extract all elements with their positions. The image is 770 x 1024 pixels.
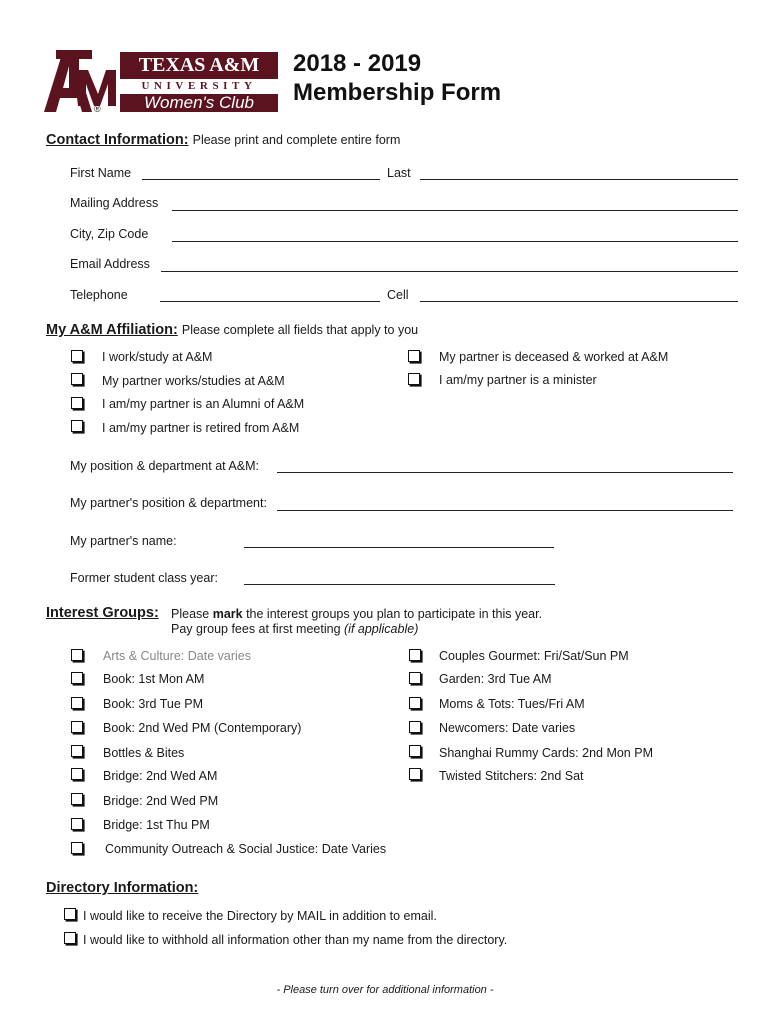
footer-note: - Please turn over for additional information - (276, 984, 494, 996)
affiliation-subtitle: Please complete all fields that apply to you (181, 323, 419, 337)
position-label: My position & department at A&M: (70, 459, 259, 473)
interest-group: Moms & Tots: Tues/Fri AM (439, 697, 585, 711)
directory-checkbox[interactable] (64, 932, 76, 944)
interest-checkbox[interactable] (71, 793, 83, 805)
affiliation-checkbox[interactable] (71, 373, 83, 385)
partner-name-label: My partner's name: (70, 534, 177, 548)
contact-subtitle: Please print and complete entire form (192, 133, 401, 147)
interest-fees-note: (if applicable) (344, 622, 419, 636)
interest-checkbox[interactable] (71, 745, 83, 757)
form-year: 2018 - 2019 (293, 50, 422, 77)
cell-label: Cell (387, 288, 409, 302)
directory-heading-text: Directory Information: (46, 880, 199, 896)
interest-checkbox[interactable] (71, 697, 83, 709)
partner-position-field[interactable] (277, 510, 733, 511)
interest-checkbox[interactable] (409, 768, 421, 780)
interest-checkbox[interactable] (71, 842, 83, 854)
email-label: Email Address (70, 257, 150, 271)
interest-group: Couples Gourmet: Fri/Sat/Sun PM (439, 649, 629, 663)
email-field[interactable] (161, 271, 738, 272)
contact-heading (46, 132, 400, 148)
interest-group: Bridge: 1st Thu PM (103, 818, 210, 832)
interest-checkbox[interactable] (409, 721, 421, 733)
directory-heading (46, 880, 198, 896)
registered-mark: ® (94, 104, 101, 114)
affiliation-heading (46, 322, 418, 338)
affiliation-heading-text: My A&M Affiliation: (46, 322, 178, 338)
interest-group: Shanghai Rummy Cards: 2nd Mon PM (439, 746, 653, 760)
cell-field[interactable] (420, 301, 738, 302)
logo-line1: TEXAS A&M (138, 54, 260, 76)
interest-instructions-line1 (171, 607, 542, 621)
affiliation-checkbox[interactable] (408, 350, 420, 362)
affiliation-checkbox[interactable] (71, 350, 83, 362)
affiliation-option: My partner is deceased & worked at A&M (439, 350, 669, 364)
interest-checkbox[interactable] (71, 818, 83, 830)
telephone-label: Telephone (70, 288, 128, 302)
logo-line3: Women's Club (143, 93, 254, 112)
interest-fees-text: Pay group fees at first meeting (171, 622, 345, 636)
interest-heading (46, 605, 159, 621)
interest-checkbox[interactable] (409, 745, 421, 757)
interest-group: Twisted Stitchers: 2nd Sat (439, 769, 584, 783)
directory-option: I would like to receive the Directory by MAIL in addition to email. (83, 909, 437, 923)
interest-group: Arts & Culture: Date varies (103, 649, 251, 663)
interest-group: Bridge: 2nd Wed PM (103, 794, 219, 808)
affiliation-checkbox[interactable] (71, 397, 83, 409)
interest-checkbox[interactable] (409, 697, 421, 709)
city-zip-field[interactable] (172, 241, 738, 242)
affiliation-option: My partner works/studies at A&M (102, 374, 285, 388)
telephone-field[interactable] (160, 301, 380, 302)
interest-group: Bottles & Bites (103, 746, 185, 760)
interest-group: Garden: 3rd Tue AM (439, 672, 552, 686)
interest-group: Book: 1st Mon AM (103, 672, 205, 686)
interest-checkbox[interactable] (71, 721, 83, 733)
interest-group: Book: 3rd Tue PM (103, 697, 204, 711)
form-title: Membership Form (293, 79, 502, 106)
logo-line2: UNIVERSITY (141, 80, 257, 92)
interest-group: Bridge: 2nd Wed AM (103, 769, 218, 783)
interest-checkbox[interactable] (409, 649, 421, 661)
city-zip-label: City, Zip Code (70, 227, 149, 241)
interest-checkbox[interactable] (71, 649, 83, 661)
affiliation-checkbox[interactable] (408, 373, 420, 385)
affiliation-option: I am/my partner is retired from A&M (102, 421, 300, 435)
affiliation-checkbox[interactable] (71, 420, 83, 432)
affiliation-option: I work/study at A&M (102, 350, 213, 364)
mailing-address-label: Mailing Address (70, 196, 159, 210)
directory-checkbox[interactable] (64, 908, 76, 920)
interest-group: Book: 2nd Wed PM (Contemporary) (103, 721, 302, 735)
interest-group: Newcomers: Date varies (439, 721, 576, 735)
last-name-label: Last (387, 166, 411, 180)
interest-instructions-post: the interest groups you plan to participate in this year. (242, 607, 543, 621)
atm-logo-icon (44, 50, 116, 114)
partner-name-field[interactable] (244, 547, 554, 548)
interest-instructions-line2 (171, 622, 418, 636)
position-field[interactable] (277, 472, 733, 473)
interest-checkbox[interactable] (71, 768, 83, 780)
directory-option: I would like to withhold all information other than my name from the directory. (83, 933, 508, 947)
logo-line2-box (120, 79, 278, 94)
first-name-field[interactable] (142, 179, 380, 180)
partner-position-label: My partner's position & department: (70, 496, 267, 510)
interest-heading-text: Interest Groups: (46, 605, 159, 621)
interest-instructions-pre: Please (171, 607, 213, 621)
contact-heading-text: Contact Information: (46, 132, 189, 148)
interest-group: Community Outreach & Social Justice: Date Varies (105, 842, 387, 856)
class-year-field[interactable] (244, 584, 555, 585)
affiliation-option: I am/my partner is a minister (439, 373, 597, 387)
first-name-label: First Name (70, 166, 132, 180)
class-year-label: Former student class year: (70, 571, 218, 585)
mailing-address-field[interactable] (172, 210, 738, 211)
interest-instructions-bold: mark (212, 607, 243, 621)
interest-checkbox[interactable] (409, 672, 421, 684)
interest-checkbox[interactable] (71, 672, 83, 684)
last-name-field[interactable] (420, 179, 738, 180)
affiliation-option: I am/my partner is an Alumni of A&M (102, 397, 305, 411)
